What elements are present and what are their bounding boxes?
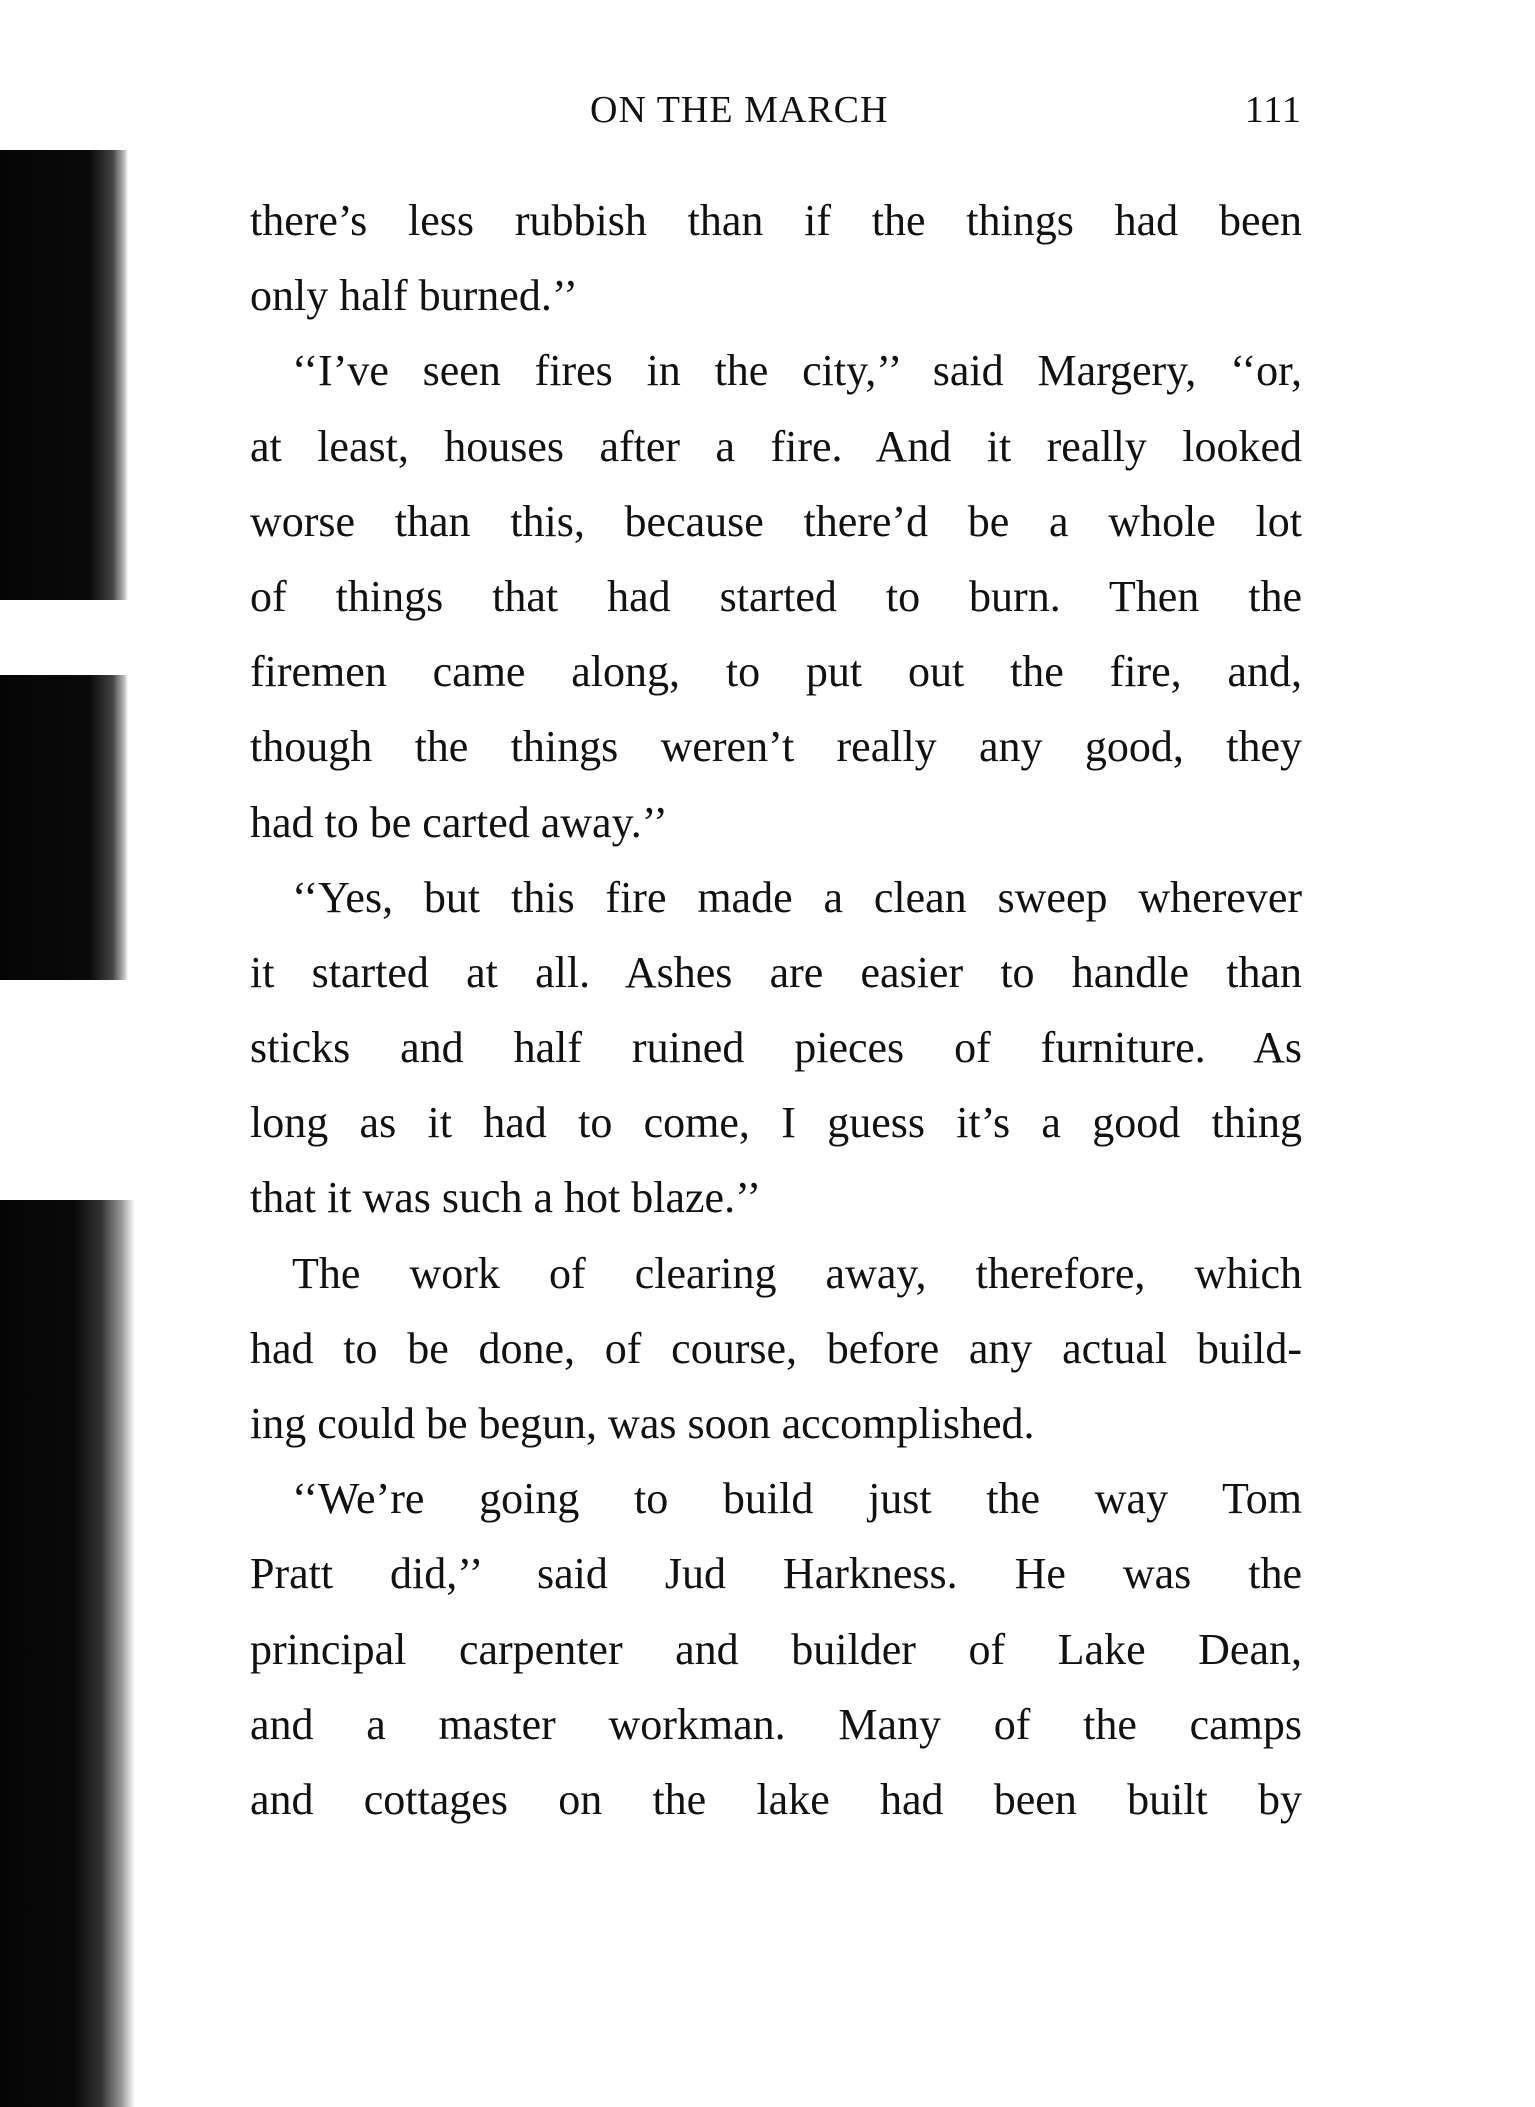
text-line: ‘‘Yes, but this fire made a clean sweep wherever [292, 872, 1302, 922]
binding-shadow [0, 1200, 135, 2107]
binding-shadow [0, 150, 128, 600]
running-head [250, 88, 1302, 138]
text-line: The work of clearing away, therefore, which [292, 1248, 1302, 1298]
text-line: worse than this, because there’d be a whole lot [250, 496, 1302, 546]
text-line: of things that had started to burn. Then the [250, 571, 1302, 621]
text-line: and a master workman. Many of the camps [250, 1699, 1302, 1749]
text-line: principal carpenter and builder of Lake Dean, [250, 1624, 1302, 1674]
text-line: ing could be begun, was soon accomplished. [250, 1399, 1035, 1448]
body-text [250, 183, 1302, 1837]
text-line: had to be done, of course, before any actual build- [250, 1323, 1302, 1373]
text-line: though the things weren’t really any good, they [250, 722, 1302, 772]
text-line: Pratt did,’’ said Jud Harkness. He was the [250, 1549, 1302, 1599]
binding-shadow [0, 675, 128, 980]
text-line: ‘‘I’ve seen fires in the city,’’ said Margery, ‘‘or, [292, 346, 1302, 396]
text-line: ‘‘We’re going to build just the way Tom [292, 1474, 1302, 1524]
text-line: at least, houses after a fire. And it really looked [250, 421, 1302, 471]
text-line: it started at all. Ashes are easier to handle than [250, 947, 1302, 997]
text-line: and cottages on the lake had been built by [250, 1774, 1302, 1824]
text-line: had to be carted away.’’ [250, 797, 668, 847]
page-number: 111 [1244, 89, 1302, 131]
text-line: there’s less rubbish than if the things had been [250, 196, 1302, 245]
text-line: sticks and half ruined pieces of furniture. As [250, 1023, 1302, 1073]
text-line: only half burned.’’ [250, 271, 578, 321]
text-line: firemen came along, to put out the fire, and, [250, 647, 1302, 697]
running-title: ON THE MARCH [590, 89, 889, 131]
text-line: that it was such a hot blaze.’’ [250, 1173, 762, 1223]
text-line: long as it had to come, I guess it’s a good thing [250, 1098, 1302, 1148]
